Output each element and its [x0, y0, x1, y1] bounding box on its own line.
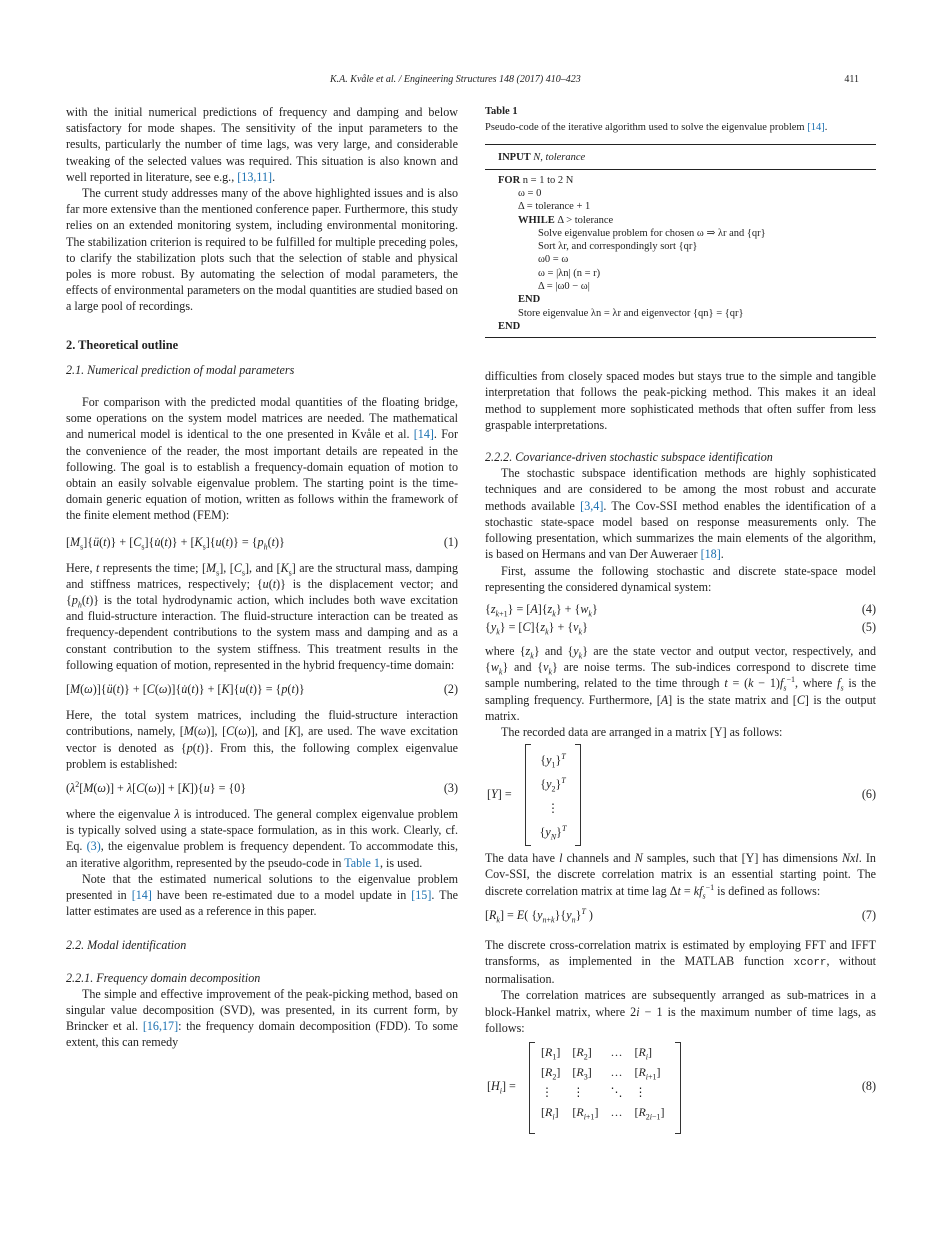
- equation-link[interactable]: (3): [86, 839, 101, 854]
- equation-number: (8): [861, 1078, 876, 1093]
- right-column: [485, 104, 876, 1140]
- equation-number: (7): [861, 907, 876, 922]
- table-link[interactable]: Table 1: [344, 855, 380, 870]
- equation-5: $\{y_k\} = [C]\{z_k\} + \{v_k\}$ (5): [485, 619, 876, 637]
- citation-link[interactable]: [14]: [413, 427, 434, 442]
- code-line: END: [518, 294, 541, 306]
- paragraph: The stochastic subspace identification methods are highly sophisticated techniques and are considered to be among the most robust and accurate methods available [3,4]. The Cov-SSI method enables the identification of a stochastic state-space model based on response measurements only. The following presentation, which summarizes the main elements of the algorithm, is based on Hermans and van Der Auweraer [18].: [485, 466, 876, 562]
- equation-8: $[H_i]$ = $[R_1]$ $[R_2]$ … $[R_i]$ $[R_2]$ $[R_3]$ … $[R_{i+1}]$ ⋮ ⋮ ⋱ ⋮ $[R_i]$ $[R_{i+1}]$ … $[R_{2i-1}]$ (8): [485, 1040, 876, 1140]
- code-line: Δ = tolerance + 1: [518, 201, 591, 213]
- subsection-heading: 2.2. Modal identification: [66, 938, 187, 953]
- code-line: Δ = |ω0 − ω|: [538, 281, 590, 293]
- paragraph: The current study addresses many of the above highlighted issues and is also far more extensive than the mentioned conference paper. Furthermore, this study relies on an extended monitoring system, including environmental monitoring. The stabilization criterion is required to be fulfilled for multiple preceding poles, to clarify the stabilization plots such that the selection of stable and physical poles is more robust. By automating the selection of modal parameters, the effects of environmental parameters on the modal quantities are studied based on a large pool of recordings.: [66, 186, 458, 314]
- equation-number: (3): [443, 780, 458, 795]
- subsubsection-heading: 2.2.1. Frequency domain decomposition: [66, 970, 261, 985]
- page-number: 411: [844, 74, 859, 85]
- equation-number: (1): [443, 534, 458, 549]
- equation-1: $[M_s]\{ü(t)\}$ + $[C_s]\{u̇(t)\} + [K_s]\{u(t)\} = \{p_h(t)\}$ (1): [66, 534, 458, 552]
- equation-2: [M(ω)]{ü(t)} + [C(ω)]{u̇(t)} + [K]{u(t)} = {p(t)} (2): [66, 682, 458, 697]
- subsection-heading: 2.1. Numerical prediction of modal parameters: [66, 362, 295, 377]
- equation-4: $\{z_{k+1}\} = [A]\{z_k\} + \{w_k\}$ (4): [485, 601, 876, 619]
- equation-number: (6): [861, 787, 876, 802]
- left-column: [66, 104, 458, 1051]
- paragraph: For comparison with the predicted modal quantities of the floating bridge, some operations on the system model matrices are needed. The mathematical and numerical model is identical to the one presented in Kvåle et al. [14]. For the convenience of the reader, the most important details are repeated in the following. The goal is to establish a frequency-domain equation of motion to obtain an easily solvable eigenvalue problem. The starting point is the time-domain generic equation of motion, written as follows within the framework of the finite element method (FEM):: [66, 395, 458, 523]
- paragraph: difficulties from closely spaced modes but stays true to the simple and tangible interpretation that follows the peak-picking method. This makes it an ideal method to supplement more sophisticated methods that often suffer from less graspable interpretations.: [485, 369, 876, 432]
- equation-number: (5): [861, 619, 876, 634]
- paragraph: Here, the total system matrices, including the fluid-structure interaction contributions, namely, [M(ω)], [C(ω)], and [K], are used. The wave excitation vector is denoted as {p(t)}. From this, the following complex eigenvalue problem is established:: [66, 708, 458, 771]
- table-caption: Pseudo-code of the iterative algorithm used to solve the eigenvalue problem [14].: [485, 122, 828, 134]
- paragraph: The discrete cross-correlation matrix is estimated by employing FFT and IFFT transforms, as implemented in the MATLAB function xcorr, without normalisation.: [485, 937, 876, 987]
- paragraph: First, assume the following stochastic and discrete state-space model representing the considered dynamical system:: [485, 563, 876, 594]
- citation-link[interactable]: [14]: [131, 887, 152, 902]
- code-line: Sort λr, and correspondingly sort {qr}: [538, 241, 698, 253]
- citation-link[interactable]: [18]: [700, 547, 721, 562]
- citation-link[interactable]: [15]: [411, 887, 432, 902]
- pseudo-code-table: [485, 144, 876, 338]
- equation-3: $(\lambda^2[M(\omega)] + \lambda[C(\omega)] + [K])\{u\} = \{0\}$ (3): [66, 779, 458, 795]
- paragraph: The correlation matrices are subsequently arranged as sub-matrices in a block-Hankel matrix, where 2i − 1 is the maximum number of time lags, as follows:: [485, 988, 876, 1035]
- paragraph: The data have l channels and N samples, such that [Y] has dimensions Nxl. In Cov-SSI, the discrete correlation matrix is an essential starting point. The discrete correlation matrix at time lag $\Delta t = kf_s^{-1}$ is defined as follows:: [485, 851, 876, 900]
- citation-link[interactable]: [13,11]: [237, 169, 273, 184]
- equation-7: $[R_k] = E$( $\{y_{n+k}\}\{y_n\}^T$ ) (7): [485, 906, 876, 925]
- paragraph: Note that the estimated numerical solutions to the eigenvalue problem presented in [14] have been re-estimated due to a model update in [15]. The latter estimates are used as a reference in this paper.: [66, 871, 458, 919]
- section-heading: 2. Theoretical outline: [66, 337, 179, 352]
- equation-6: [Y] = $\{y_1\}^T$ $\{y_2\}^T$ ⋮ $\{y_N\}^T$ (6): [485, 740, 876, 850]
- journal-citation: K.A. Kvåle et al. / Engineering Structures 148 (2017) 410–423: [330, 74, 581, 85]
- code-line: ω0 = ω: [538, 254, 569, 266]
- table-header-row: INPUT N, tolerance: [485, 145, 876, 169]
- citation-link[interactable]: [16,17]: [142, 1019, 179, 1034]
- code-line: ω = 0: [518, 188, 542, 199]
- table-1: [485, 104, 876, 338]
- code-line: WHILE Δ > tolerance: [518, 214, 614, 226]
- code-line: END: [498, 320, 521, 332]
- paragraph: The simple and effective improvement of the peak-picking method, based on singular value decomposition (SVD), was presented, in its current form, by Brincker et al. [16,17]: the frequency domain decomposition (FDD). To some extent, this can remedy: [66, 986, 458, 1050]
- code-line: FOR n = 1 to 2 N: [498, 174, 574, 186]
- citation-link[interactable]: [3,4]: [580, 498, 604, 513]
- code-line: Store eigenvalue λn = λr and eigenvector {qn} = {qr}: [518, 307, 744, 319]
- subsubsection-heading: 2.2.2. Covariance-driven stochastic subspace identification: [485, 450, 773, 465]
- equation-number: (4): [861, 601, 876, 616]
- table-title: Table 1: [485, 106, 518, 117]
- paragraph: The recorded data are arranged in a matrix [Y] as follows:: [501, 724, 783, 739]
- code-line: ω = |λn| (n = r): [538, 267, 601, 279]
- paragraph: Here, t represents the time; $[M_s]$, $[C_s]$, and $[K_s]$ are the structural mass, damping and stiffness matrices, respectively; {u(t)} is the displacement vector; and $\{p_h(t)\}$ is the total hydrodynamic action, which includes both wave excitation and fluid-structure interaction. The fluid-structure interaction can be treated as frequency-dependent contributions to the system mass and damping and as a constant contribution to the system stiffness. This treatment results in the following equation of motion, represented in the hybrid frequency-time domain:: [66, 560, 458, 672]
- paragraph: with the initial numerical predictions of frequency and damping and below satisfactory for mode shapes. The sensitivity of the input parameters to the results, particularly the number of time lags, was very large, and considerable tweaking of the selected values was required. This situation is also known and well reported in literature, see e.g., [13,11].: [66, 105, 458, 184]
- equation-number: (2): [443, 682, 458, 697]
- paragraph: where $\{z_k\}$ and $\{y_k\}$ are the state vector and output vector, respectively, and $\{w_k\}$ and $\{v_k\}$ are noise terms. The sub-indices correspond to discrete time sample numbering, related to the time through $t = (k - 1)f_s^{-1}$, where $f_s$ is the sampling frequency. Furthermore, [A] is the state matrix and [C] is the output matrix.: [485, 643, 877, 723]
- citation-link[interactable]: [14]: [807, 122, 825, 134]
- code-function: xcorr: [793, 956, 827, 969]
- code-line: Solve eigenvalue problem for chosen ω ⇒ λr and {qr}: [538, 227, 766, 239]
- paragraph: where the eigenvalue λ is introduced. The general complex eigenvalue problem is typically solved using a state-space formulation, as in this work. Clearly, cf. Eq. (3), the eigenvalue problem is frequency dependent. To accommodate this, an iterative algorithm, represented by the pseudo-code in Table 1, is used.: [66, 806, 458, 870]
